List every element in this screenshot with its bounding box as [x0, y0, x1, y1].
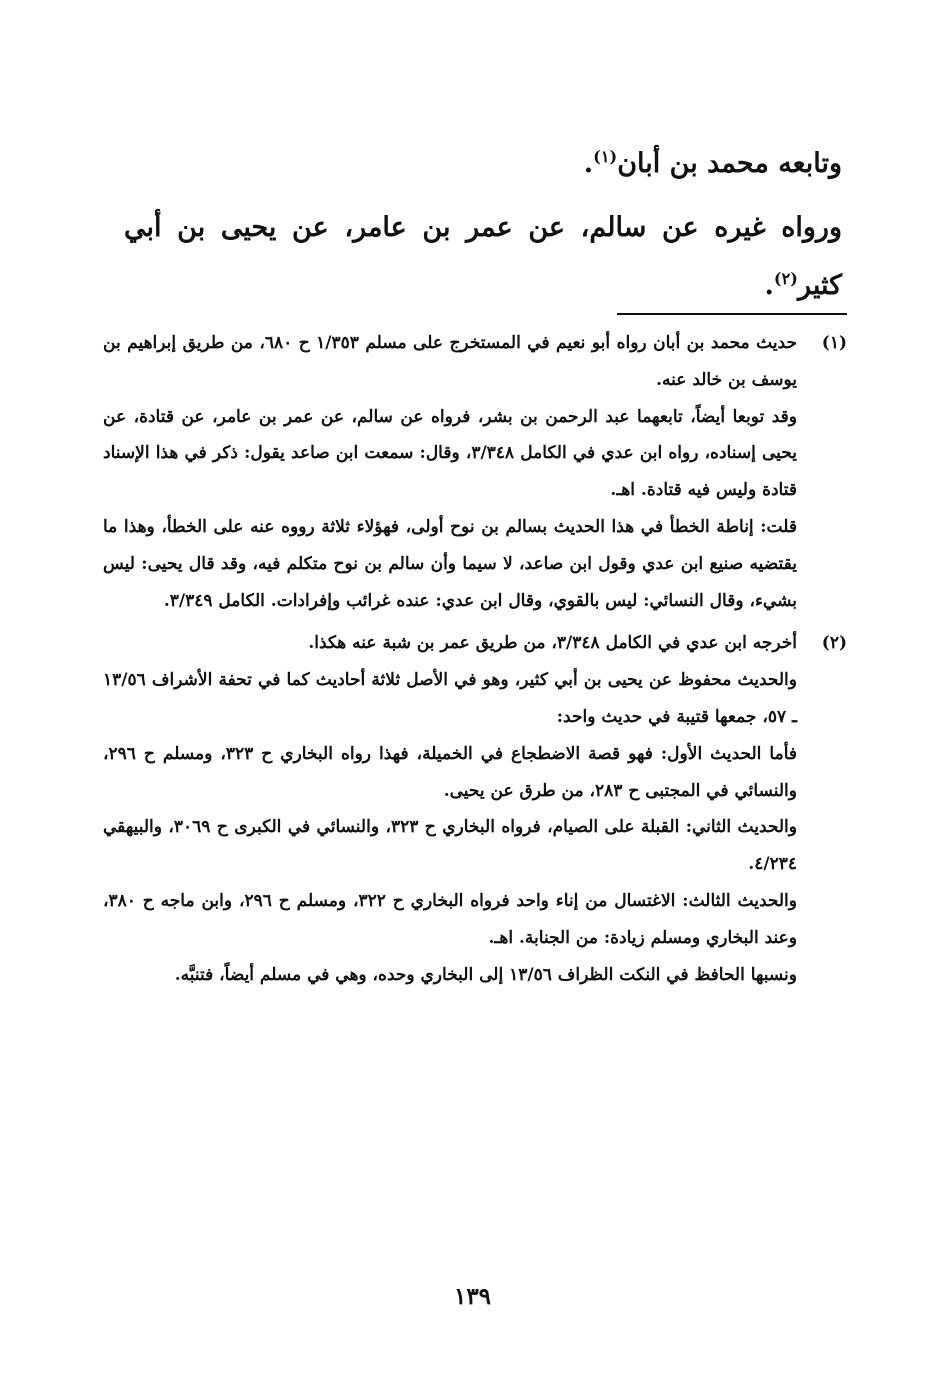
footnote-paragraph: والحديث الثالث: الاغتسال من إناء واحد فرواه البخاري ح ٣٢٢، ومسلم ح ٢٩٦، وابن ماجه ح ٣٨٠، وعند البخاري ومسلم زيادة: من الجنابة. اهـ. — [103, 890, 797, 948]
footnote-body — [103, 625, 797, 993]
main-sentence: ورواه غيره عن سالم، عن عمر بن عامر، عن يحيى بن أبي كثير — [124, 212, 842, 301]
main-paragraph — [124, 199, 842, 315]
sentence-end: . — [583, 148, 594, 179]
footnote-paragraph: حديث محمد بن أبان رواه أبو نعيم في المستخرج على مسلم ١/٣٥٣ ح ٦٨٠، من طريق إبراهيم بن يوسف بن خالد عنه. — [103, 333, 797, 390]
footnote-number: (٢) — [821, 633, 847, 654]
footnote-paragraph: فأما الحديث الأول: فهو قصة الاضطجاع في الخميلة، فهذا رواه البخاري ح ٣٢٣، ومسلم ح ٢٩٦، والنسائي في المجتبى ح ٢٨٣، من طرق عن يحيى. — [103, 743, 798, 801]
footnote-paragraph: والحديث الثاني: القبلة على الصيام، فرواه البخاري ح ٣٢٣، والنسائي في الكبرى ح ٣٠٦٩، والبيهقي ٤/٢٣٤. — [103, 817, 797, 875]
page-number: ١٣٩ — [453, 1283, 492, 1310]
footnotes-section — [103, 325, 847, 993]
footnote-ref[interactable]: (٢) — [773, 269, 798, 288]
footnote-2 — [103, 625, 847, 993]
footnote-paragraph: ونسبها الحافظ في النكت الظراف ١٣/٥٦ إلى البخاري وحده، وهي في مسلم أيضاً، فتنبَّه. — [174, 964, 797, 985]
footnote-paragraph: والحديث محفوظ عن يحيى بن أبي كثير، وهو في الأصل ثلاثة أحاديث كما في تحفة الأشراف ١٣/٥٦ ـ ٥٧، جمعها قتيبة في حديث واحد: — [103, 670, 797, 727]
main-text — [124, 135, 842, 315]
footnote-paragraph: أخرجه ابن عدي في الكامل ٣/٣٤٨، من طريق عمر بن شبة عنه هكذا. — [308, 633, 797, 654]
footnote-paragraph: وقد توبعا أيضاً، تابعهما عبد الرحمن بن بشر، فرواه عن سالم، عن عمر بن عامر، عن قتادة، عن يحيى إسناده، رواه ابن عدي في الكامل ٣/٣٤٨، وقال: سمعت ابن صاعد يقول: ذكر في هذا الإسناد قتادة وليس فيه قتادة. اهـ. — [103, 406, 797, 501]
footnote-number: (١) — [821, 333, 847, 353]
main-sentence: وتابعه محمد بن أبان — [617, 148, 842, 179]
footnote-paragraph: قلت: إناطة الخطأ في هذا الحديث بسالم بن نوح أولى، فهؤلاء ثلاثة رووه عنه على الخطأ، وهذا ما يقتضيه صنيع ابن عدي وقول ابن صاعد، لا سيما وأن سالم بن نوح متكلم فيه، وقد قال يحيى: ليس بشيء، وقال النسائي: ليس بالقوي، وقال ابن عدي: عنده غرائب وإفرادات. الكامل ٣/٣٤٩. — [103, 516, 797, 611]
footnote-1 — [103, 325, 847, 619]
main-paragraph — [124, 135, 842, 193]
footnote-body — [103, 325, 797, 619]
footnote-separator — [617, 313, 847, 315]
footnote-ref[interactable]: (١) — [593, 147, 618, 166]
sentence-end: . — [764, 270, 774, 301]
